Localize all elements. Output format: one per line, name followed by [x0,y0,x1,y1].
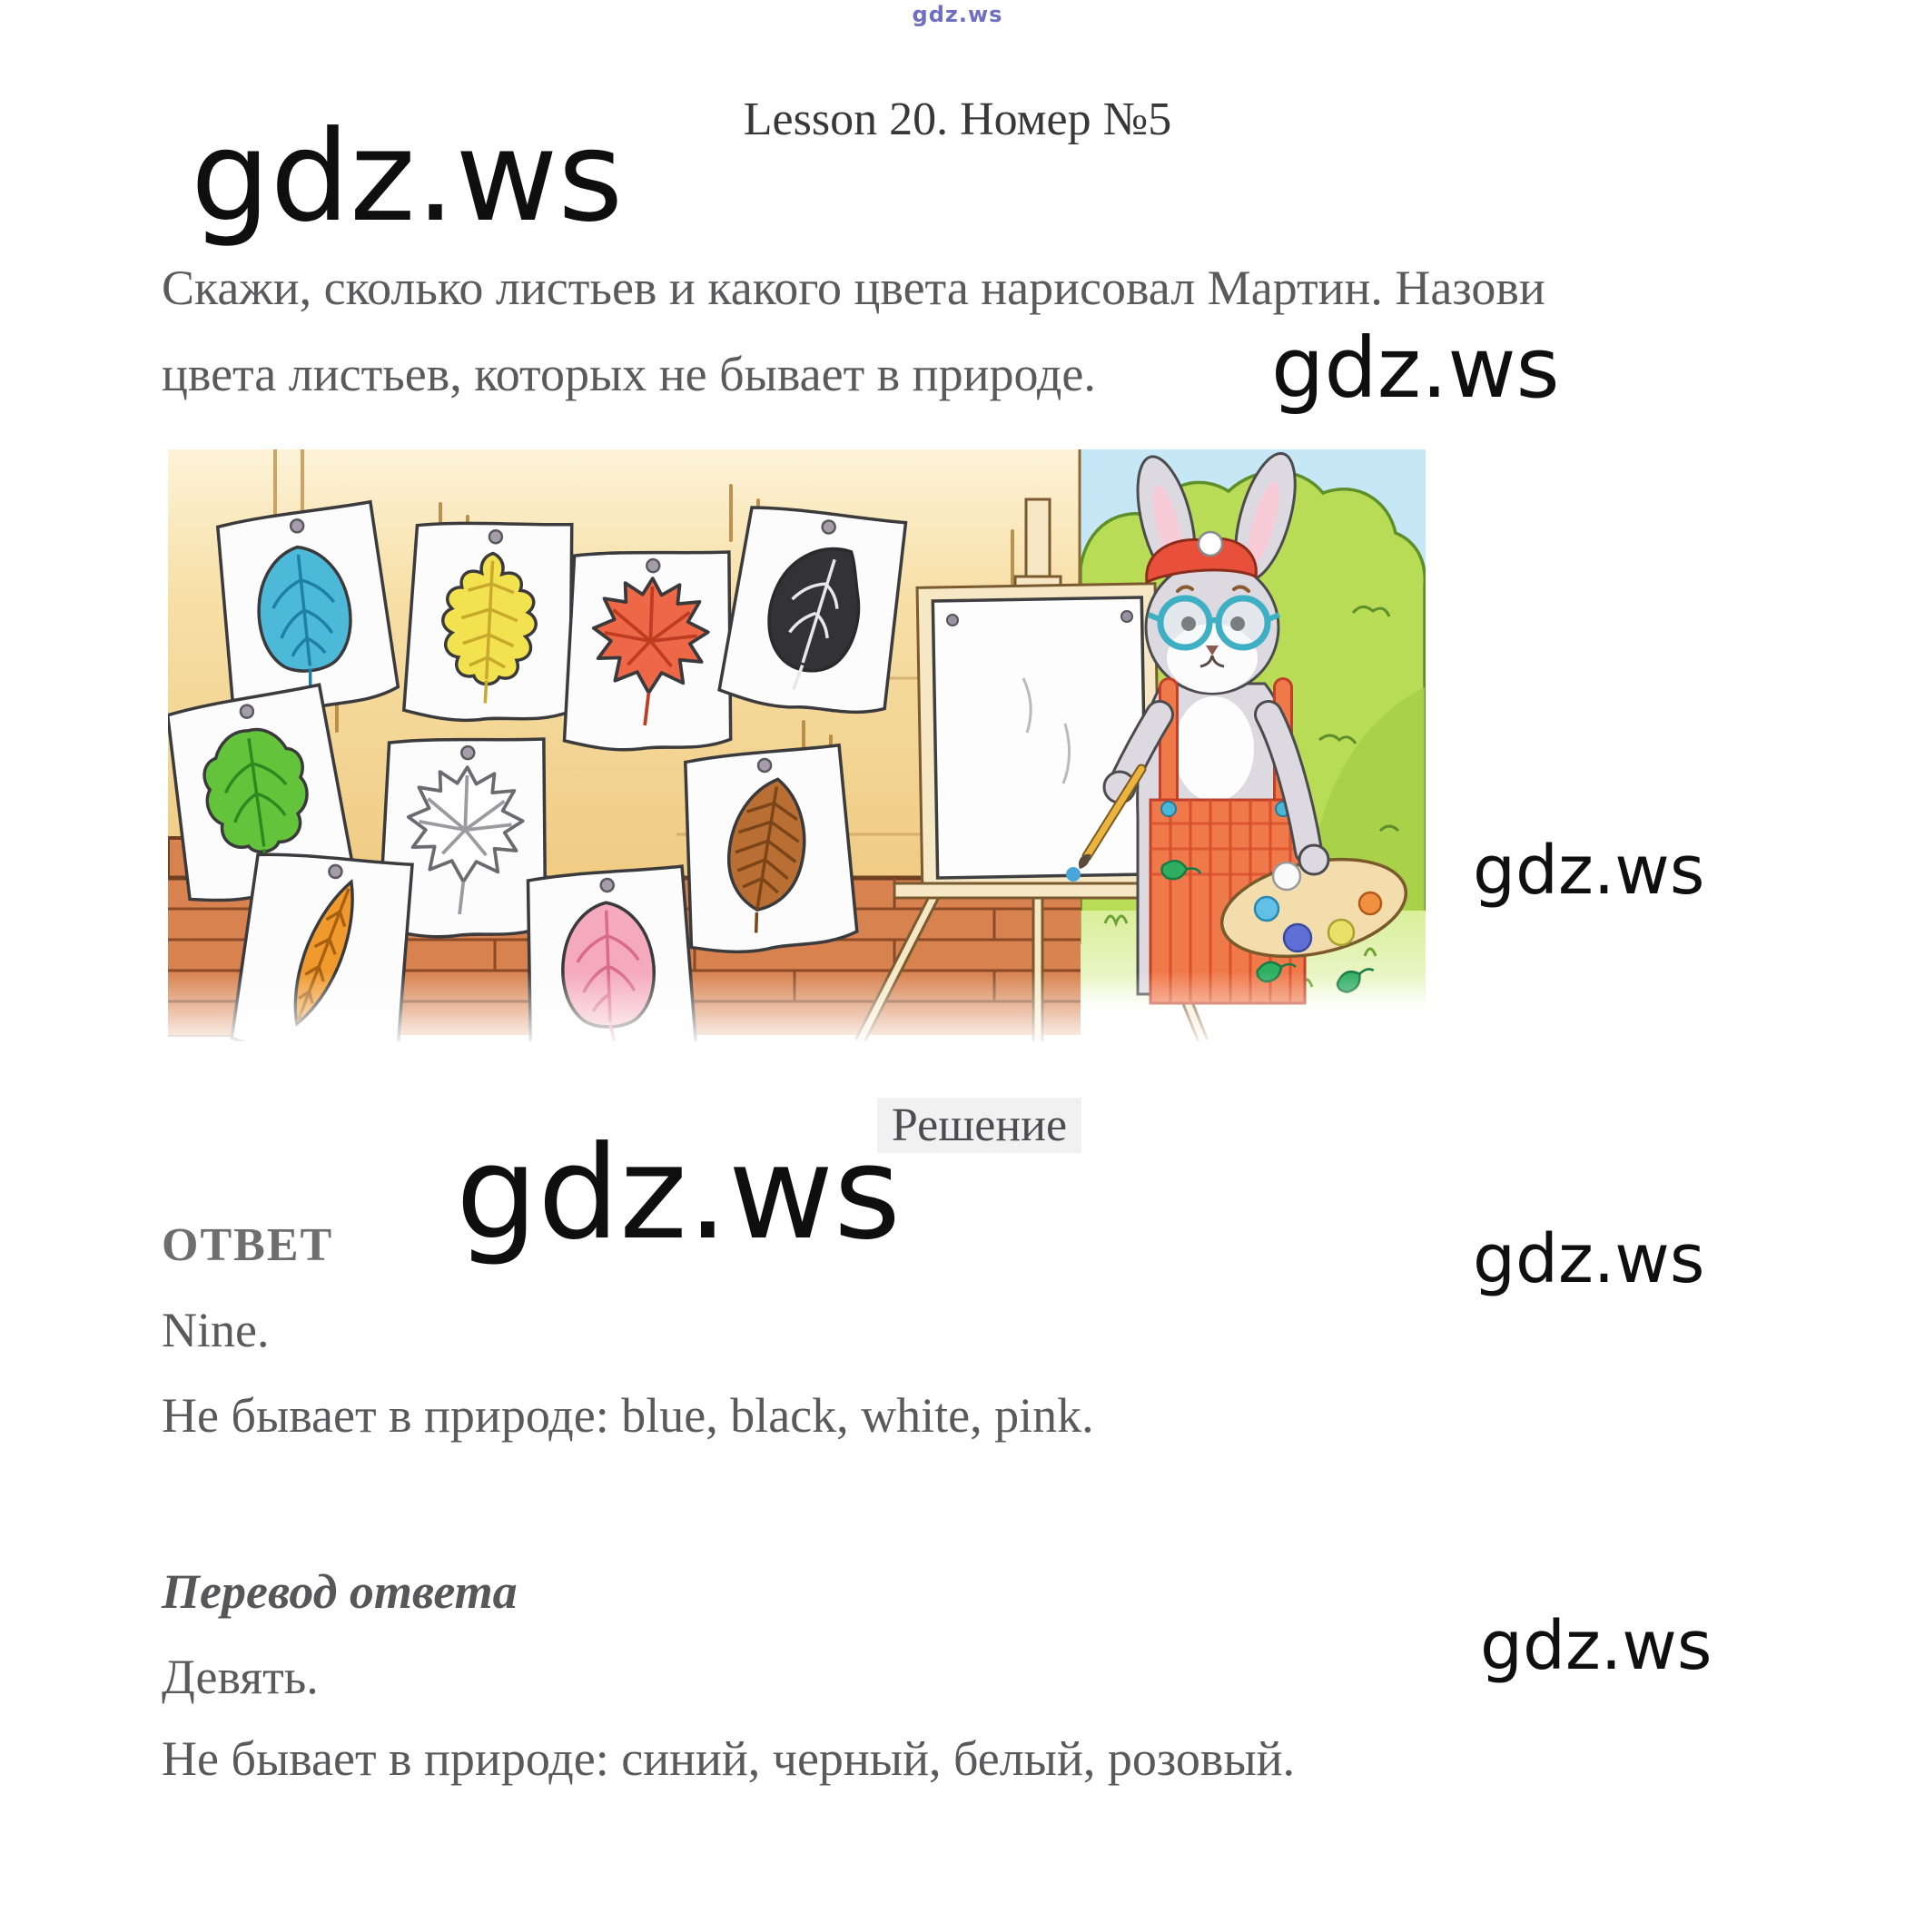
answer-line1: Nine. [162,1303,270,1357]
paper-pin [758,759,772,773]
paper-pin [461,746,474,759]
watermark-center: gdz.ws [456,1119,902,1268]
page-title: Lesson 20. Номер №5 [743,94,1172,145]
answer-line2: Не бывает в природе: blue, black, white, pink. [162,1388,1094,1443]
translation-line1: Девять. [162,1650,319,1704]
watermark-top-tiny: gdz.ws [912,2,1003,27]
paper-pin [822,519,836,534]
paper-pin [947,615,958,626]
paper-pin [290,519,303,533]
translation-heading: Перевод ответа [162,1564,518,1619]
paper-pin [329,864,343,879]
paper-pin [647,559,659,572]
watermark-right-2: gdz.ws [1473,832,1705,910]
leaf-card-black [718,498,913,723]
leaf-card-brown [681,744,857,954]
paper-pin [489,530,503,544]
task-illustration [168,449,1426,1049]
watermark-right-1: gdz.ws [1271,320,1560,417]
task-text-line1: Скажи, сколько листьев и какого цвета нарисовал Мартин. Назови [162,261,1545,315]
solution-heading-label: Решение [877,1098,1081,1153]
answer-heading: ОТВЕТ [162,1219,334,1271]
watermark-right-4: gdz.ws [1480,1607,1713,1685]
watermark-top-left: gdz.ws [191,104,624,250]
watermark-right-3: gdz.ws [1473,1220,1705,1298]
paper-pin [600,879,613,892]
paper-pin [1121,611,1132,622]
easel-canvas [933,597,1146,878]
translation-line2: Не бывает в природе: синий, черный, белый, розовый. [162,1731,1296,1786]
solution-heading [0,1099,1915,1152]
task-text-line2: цвета листьев, которых не бывает в природе. [162,347,1096,401]
paper-pin [240,705,254,719]
leaf-card-red [564,547,737,754]
leaf-card-yellow [403,516,579,725]
